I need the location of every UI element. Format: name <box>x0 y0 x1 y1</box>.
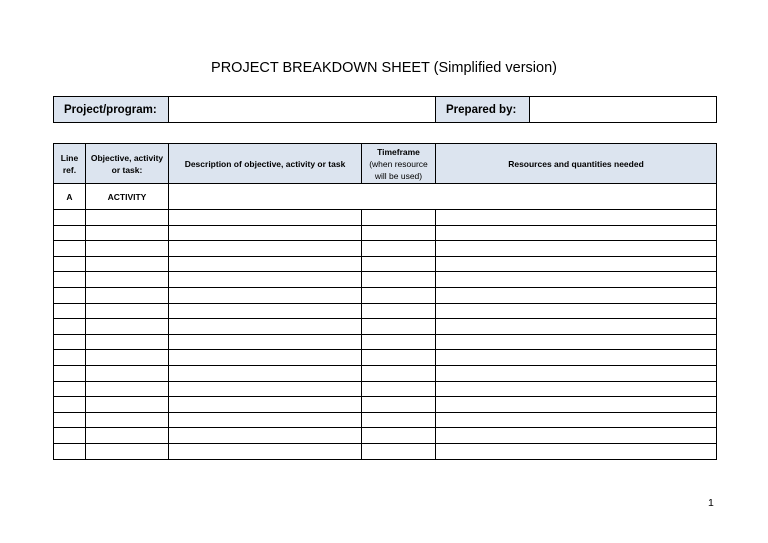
resources-cell[interactable] <box>436 287 717 303</box>
line-ref-cell[interactable] <box>54 428 86 444</box>
objective-cell[interactable] <box>86 272 169 288</box>
column-header-timeframe <box>362 144 436 184</box>
timeframe-cell[interactable] <box>362 397 436 413</box>
column-header-line-ref: Line ref. <box>54 144 86 184</box>
activity-row <box>54 184 717 210</box>
timeframe-cell[interactable] <box>362 334 436 350</box>
line-ref-cell[interactable] <box>54 334 86 350</box>
prepared-by-label: Prepared by: <box>436 97 530 123</box>
resources-cell[interactable] <box>436 241 717 257</box>
resources-cell[interactable] <box>436 365 717 381</box>
timeframe-cell[interactable] <box>362 365 436 381</box>
description-cell[interactable] <box>169 287 362 303</box>
line-ref-cell[interactable] <box>54 256 86 272</box>
description-cell[interactable] <box>169 319 362 335</box>
line-ref-cell[interactable] <box>54 210 86 226</box>
objective-cell[interactable] <box>86 256 169 272</box>
project-header-table <box>53 96 717 123</box>
page-number: 1 <box>708 497 714 509</box>
description-cell[interactable] <box>169 256 362 272</box>
line-ref-cell[interactable] <box>54 241 86 257</box>
objective-cell[interactable] <box>86 381 169 397</box>
resources-cell[interactable] <box>436 256 717 272</box>
table-row <box>54 350 717 366</box>
line-ref-cell[interactable] <box>54 225 86 241</box>
table-row <box>54 443 717 459</box>
description-cell[interactable] <box>169 365 362 381</box>
timeframe-cell[interactable] <box>362 412 436 428</box>
objective-cell[interactable] <box>86 319 169 335</box>
timeframe-cell[interactable] <box>362 287 436 303</box>
line-ref-cell[interactable] <box>54 365 86 381</box>
description-cell[interactable] <box>169 334 362 350</box>
activity-label: ACTIVITY <box>86 184 169 210</box>
description-cell[interactable] <box>169 210 362 226</box>
description-cell[interactable] <box>169 412 362 428</box>
line-ref-cell[interactable] <box>54 303 86 319</box>
description-cell[interactable] <box>169 397 362 413</box>
line-ref-cell[interactable] <box>54 381 86 397</box>
objective-cell[interactable] <box>86 241 169 257</box>
objective-cell[interactable] <box>86 365 169 381</box>
timeframe-cell[interactable] <box>362 443 436 459</box>
objective-cell[interactable] <box>86 303 169 319</box>
resources-cell[interactable] <box>436 381 717 397</box>
table-row <box>54 303 717 319</box>
table-row <box>54 287 717 303</box>
description-cell[interactable] <box>169 350 362 366</box>
resources-cell[interactable] <box>436 319 717 335</box>
line-ref-cell[interactable] <box>54 319 86 335</box>
table-row <box>54 319 717 335</box>
table-row <box>54 256 717 272</box>
resources-cell[interactable] <box>436 397 717 413</box>
activity-description-cell[interactable] <box>169 184 717 210</box>
timeframe-cell[interactable] <box>362 256 436 272</box>
resources-cell[interactable] <box>436 443 717 459</box>
description-cell[interactable] <box>169 272 362 288</box>
resources-cell[interactable] <box>436 412 717 428</box>
timeframe-cell[interactable] <box>362 319 436 335</box>
table-row <box>54 210 717 226</box>
project-label: Project/program: <box>54 97 169 123</box>
timeframe-cell[interactable] <box>362 225 436 241</box>
description-cell[interactable] <box>169 428 362 444</box>
line-ref-cell[interactable] <box>54 287 86 303</box>
objective-cell[interactable] <box>86 428 169 444</box>
table-row <box>54 334 717 350</box>
resources-cell[interactable] <box>436 428 717 444</box>
project-field[interactable] <box>169 97 436 123</box>
timeframe-cell[interactable] <box>362 241 436 257</box>
timeframe-cell[interactable] <box>362 428 436 444</box>
column-header-objective: Objective, activity or task: <box>86 144 169 184</box>
page-title: PROJECT BREAKDOWN SHEET (Simplified version) <box>211 60 557 76</box>
description-cell[interactable] <box>169 303 362 319</box>
description-cell[interactable] <box>169 225 362 241</box>
description-cell[interactable] <box>169 241 362 257</box>
table-row <box>54 365 717 381</box>
timeframe-cell[interactable] <box>362 303 436 319</box>
breakdown-table <box>53 143 717 460</box>
prepared-by-field[interactable] <box>530 97 717 123</box>
table-row <box>54 225 717 241</box>
activity-line-ref: A <box>54 184 86 210</box>
resources-cell[interactable] <box>436 303 717 319</box>
line-ref-cell[interactable] <box>54 350 86 366</box>
table-row <box>54 381 717 397</box>
table-row <box>54 412 717 428</box>
table-row <box>54 272 717 288</box>
column-header-description: Description of objective, activity or task <box>169 144 362 184</box>
objective-cell[interactable] <box>86 350 169 366</box>
resources-cell[interactable] <box>436 272 717 288</box>
timeframe-cell[interactable] <box>362 272 436 288</box>
resources-cell[interactable] <box>436 225 717 241</box>
description-cell[interactable] <box>169 443 362 459</box>
objective-cell[interactable] <box>86 443 169 459</box>
table-row <box>54 397 717 413</box>
resources-cell[interactable] <box>436 210 717 226</box>
line-ref-cell[interactable] <box>54 272 86 288</box>
resources-cell[interactable] <box>436 334 717 350</box>
column-header-resources: Resources and quantities needed <box>436 144 717 184</box>
timeframe-note: (when resource will be used) <box>369 158 428 181</box>
description-cell[interactable] <box>169 381 362 397</box>
timeframe-cell[interactable] <box>362 381 436 397</box>
timeframe-cell[interactable] <box>362 350 436 366</box>
timeframe-cell[interactable] <box>362 210 436 226</box>
table-row <box>54 428 717 444</box>
resources-cell[interactable] <box>436 350 717 366</box>
line-ref-cell[interactable] <box>54 443 86 459</box>
line-ref-cell[interactable] <box>54 397 86 413</box>
table-row <box>54 241 717 257</box>
objective-cell[interactable] <box>86 397 169 413</box>
line-ref-cell[interactable] <box>54 412 86 428</box>
objective-cell[interactable] <box>86 210 169 226</box>
objective-cell[interactable] <box>86 287 169 303</box>
objective-cell[interactable] <box>86 225 169 241</box>
timeframe-label: Timeframe <box>377 146 420 157</box>
objective-cell[interactable] <box>86 334 169 350</box>
objective-cell[interactable] <box>86 412 169 428</box>
